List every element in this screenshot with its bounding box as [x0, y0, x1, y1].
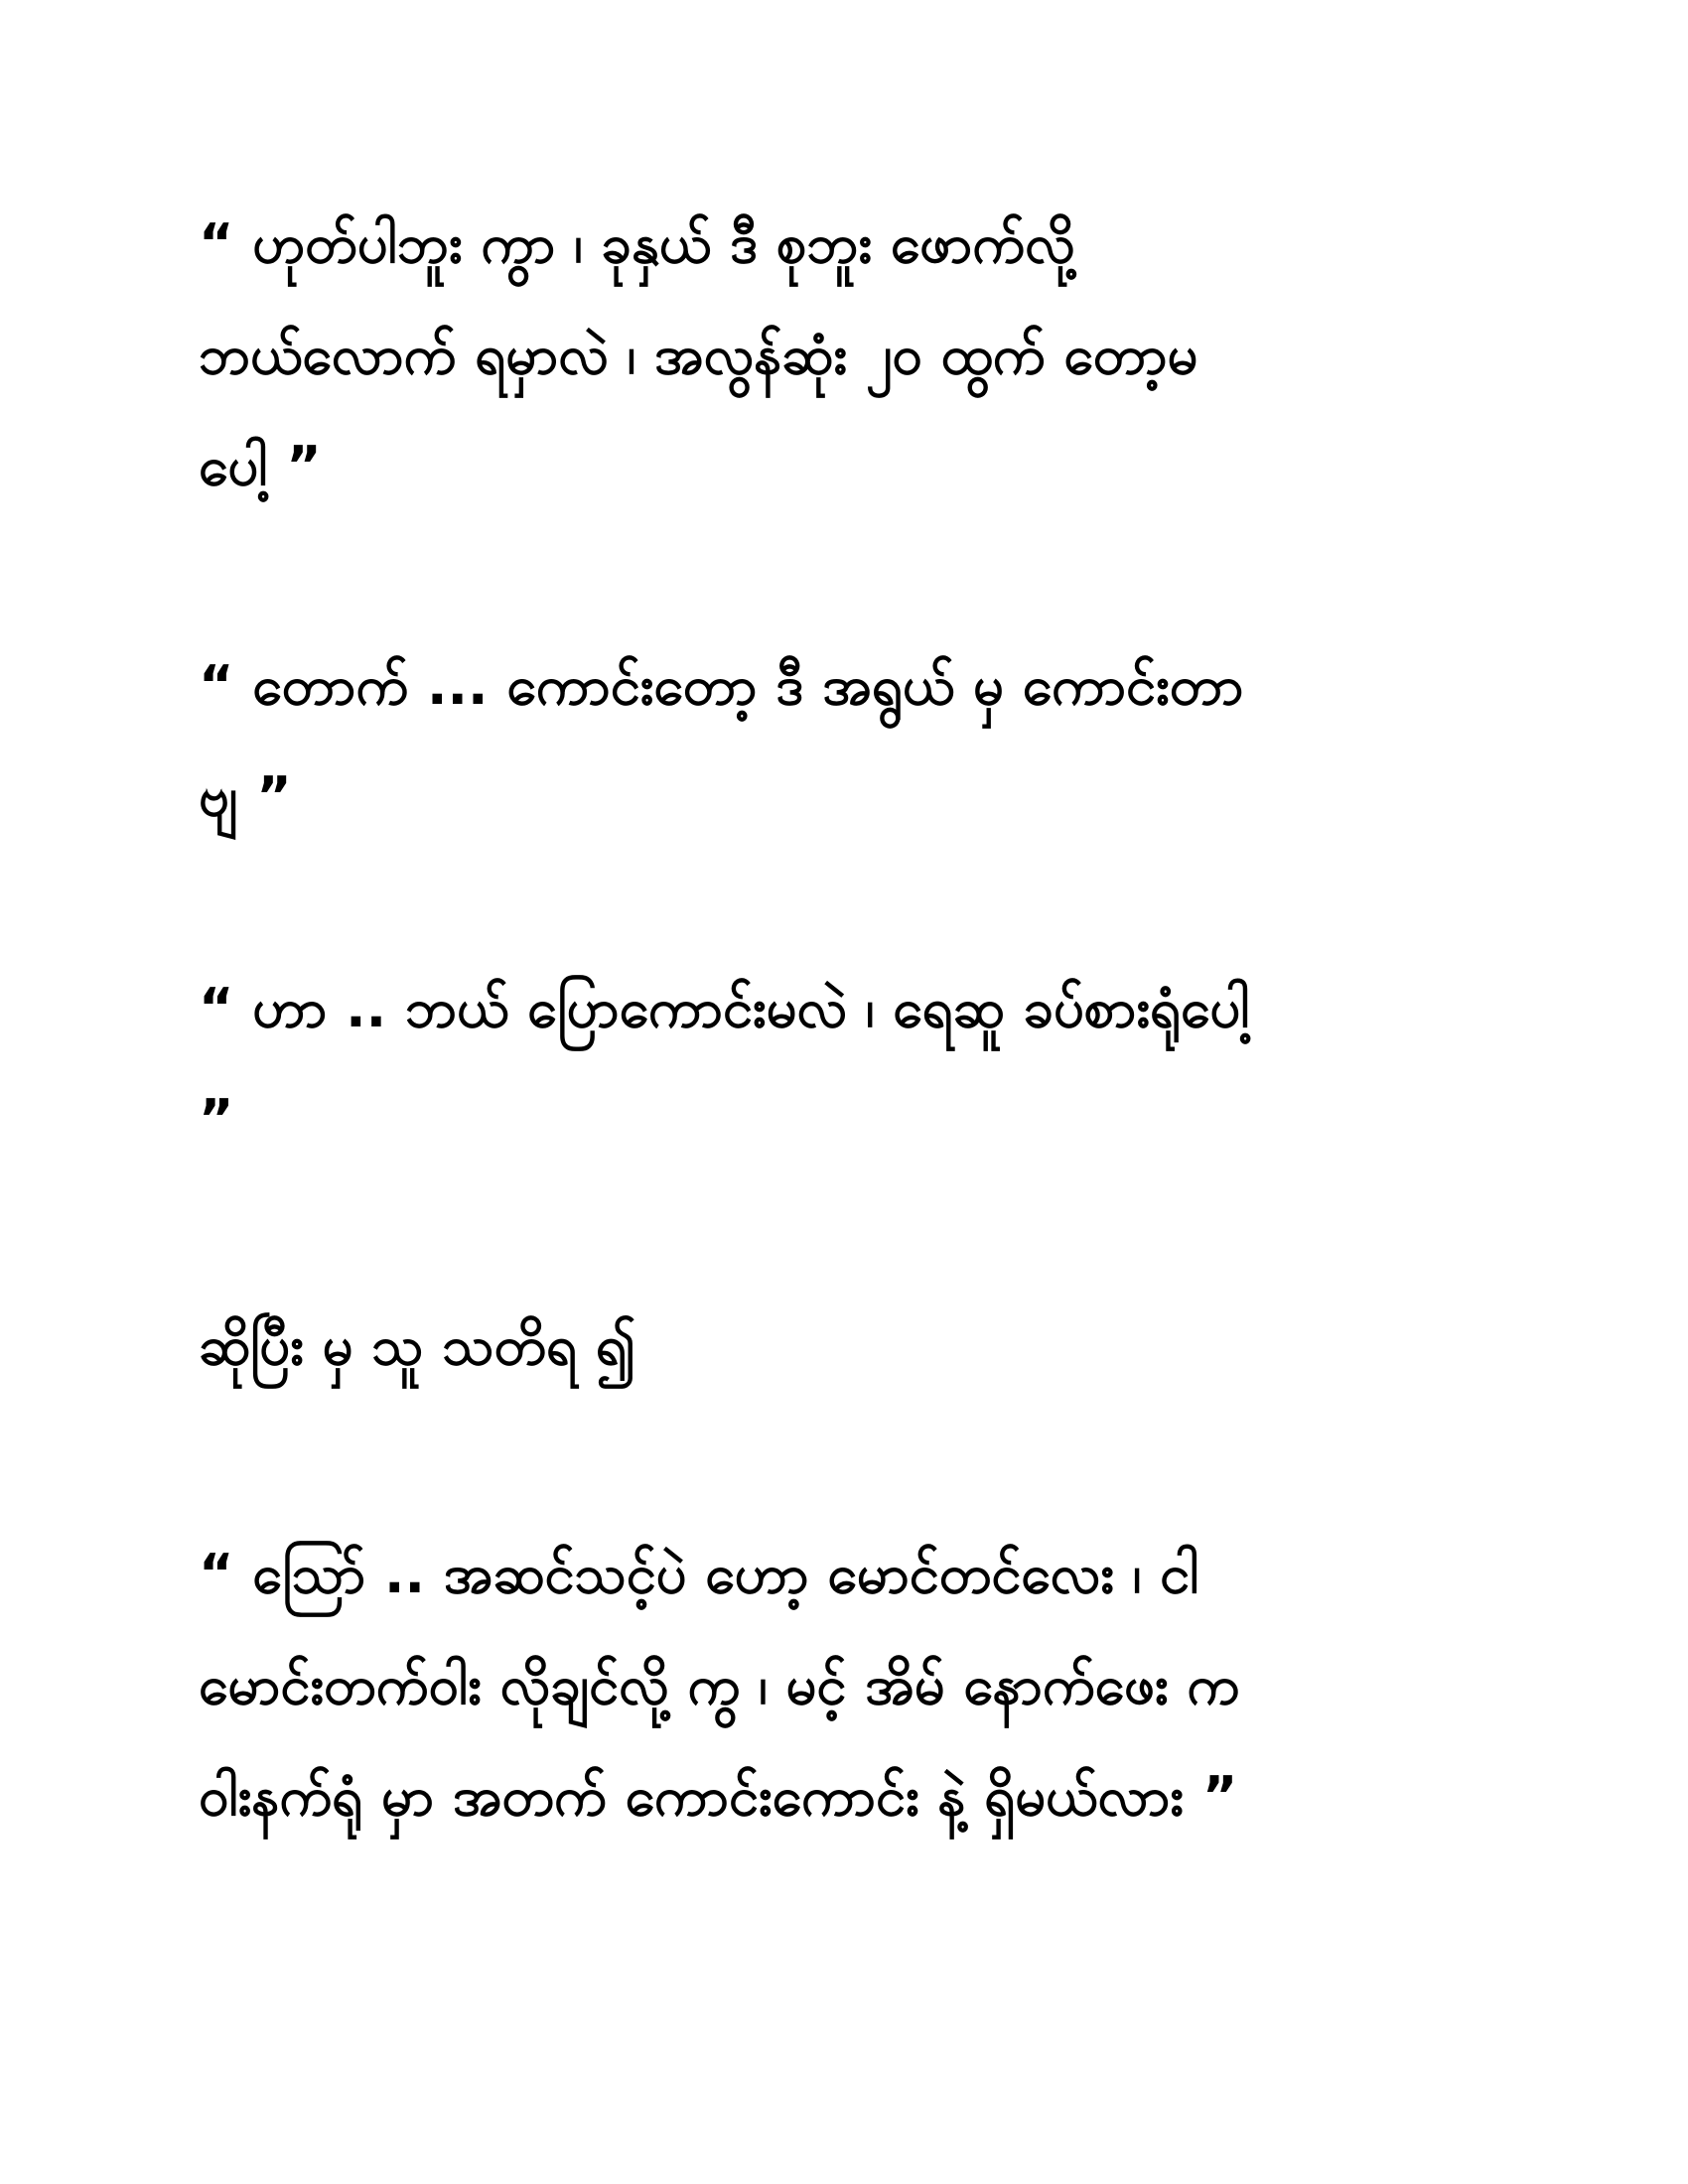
text-line: “ ဩော် .. အဆင်သင့်ပဲ ဟော့ မောင်တင်လေး ၊ ငါ — [199, 1543, 1199, 1605]
text-line: ဗျ ” — [199, 765, 292, 828]
text-line: ပေါ့ ” — [199, 435, 322, 497]
dialogue-paragraph-2 — [199, 630, 1489, 853]
text-line: ဘယ်လောက် ရမှာလဲ ၊ အလွန်ဆုံး ၂၀ ထွက် တော့မ — [199, 324, 1198, 386]
text-line: မောင်းတက်ဝါး လိုချင်လို့ ကွ ၊ မင့် အိမ် နောက်ဖေး က — [199, 1654, 1240, 1716]
dialogue-paragraph-3 — [199, 953, 1489, 1175]
dialogue-paragraph-1 — [199, 189, 1489, 522]
text-line: “ ဟုတ်ပါဘူး ကွာ ၊ ခုနှယ် ဒီ စုဘူး ဖောက်လို့ — [199, 212, 1075, 275]
text-line: ” — [199, 1088, 234, 1151]
dialogue-paragraph-4 — [199, 1519, 1489, 1852]
text-line: “ ဟာ .. ဘယ် ပြောကောင်းမလဲ ၊ ရေဆူ ခပ်စားရုံပေါ့ — [199, 977, 1250, 1039]
text-line: “ တောက် ... ကောင်းတော့ ဒီ အရွယ် မှ ကောင်းတာ — [199, 654, 1244, 717]
narration-paragraph — [199, 1291, 1489, 1402]
text-line: ဆိုပြီး မှ သူ သတိရ ၍ — [199, 1314, 636, 1377]
text-line: ဝါးနက်ရုံ မှာ အတက် ကောင်းကောင်း နဲ့ ရှိမယ်လား ” — [199, 1765, 1238, 1828]
